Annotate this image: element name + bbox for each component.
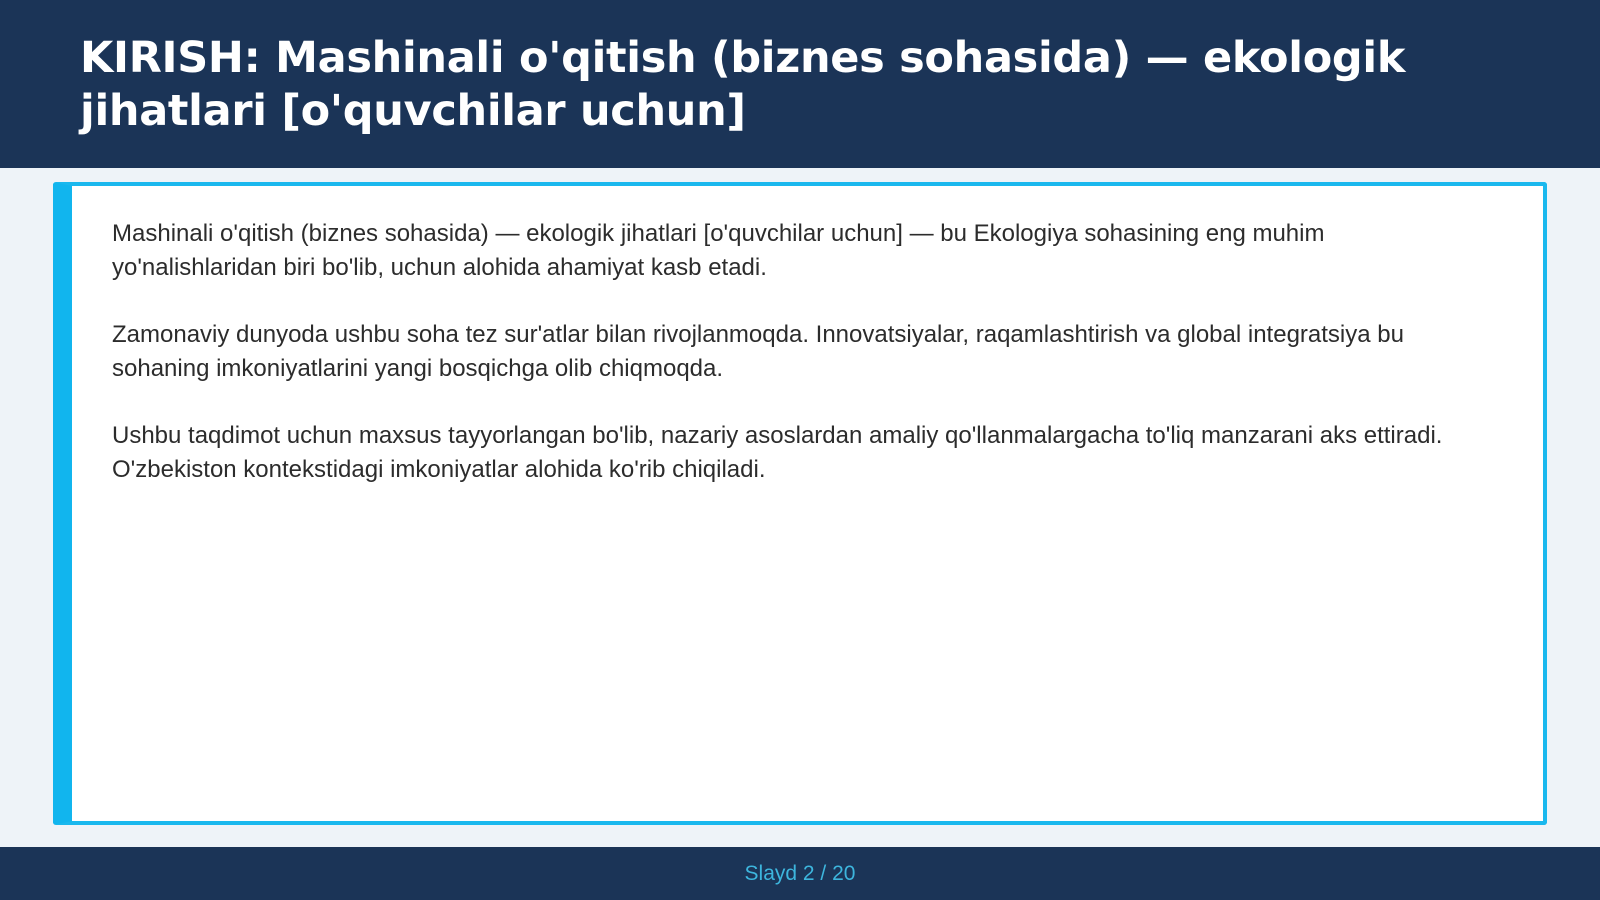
slide-footer xyxy=(0,847,1600,900)
slide-title: KIRISH: Mashinali o'qitish (biznes sohasida) — ekologik jihatlari [o'quvchilar uchun] xyxy=(80,33,1406,136)
presentation-paragraph: Ushbu taqdimot uchun maxsus tayyorlangan bo'lib, nazariy asoslardan amaliy qo'llanmalargacha to'liq manzarani aks ettiradi. O'zbekiston kontekstidagi imkoniyatlar alohida ko'rib chiqiladi. xyxy=(112,422,1443,483)
modern-world-paragraph: Zamonaviy dunyoda ushbu soha tez sur'atlar bilan rivojlanmoqda. Innovatsiyalar, raqamlashtirish va global integratsiya bu sohaning imkoniyatlarini yangi bosqichga olib chiqmoqda. xyxy=(112,321,1404,382)
intro-paragraph: Mashinali o'qitish (biznes sohasida) — ekologik jihatlari [o'quvchilar uchun] — bu Ekologiya sohasining eng muhim yo'nalishlaridan biri bo'lib, uchun alohida ahamiyat kasb etadi. xyxy=(112,220,1325,281)
content-panel xyxy=(53,182,1547,825)
slide-header xyxy=(0,0,1600,168)
slide-counter: Slayd 2 / 20 xyxy=(744,862,856,885)
